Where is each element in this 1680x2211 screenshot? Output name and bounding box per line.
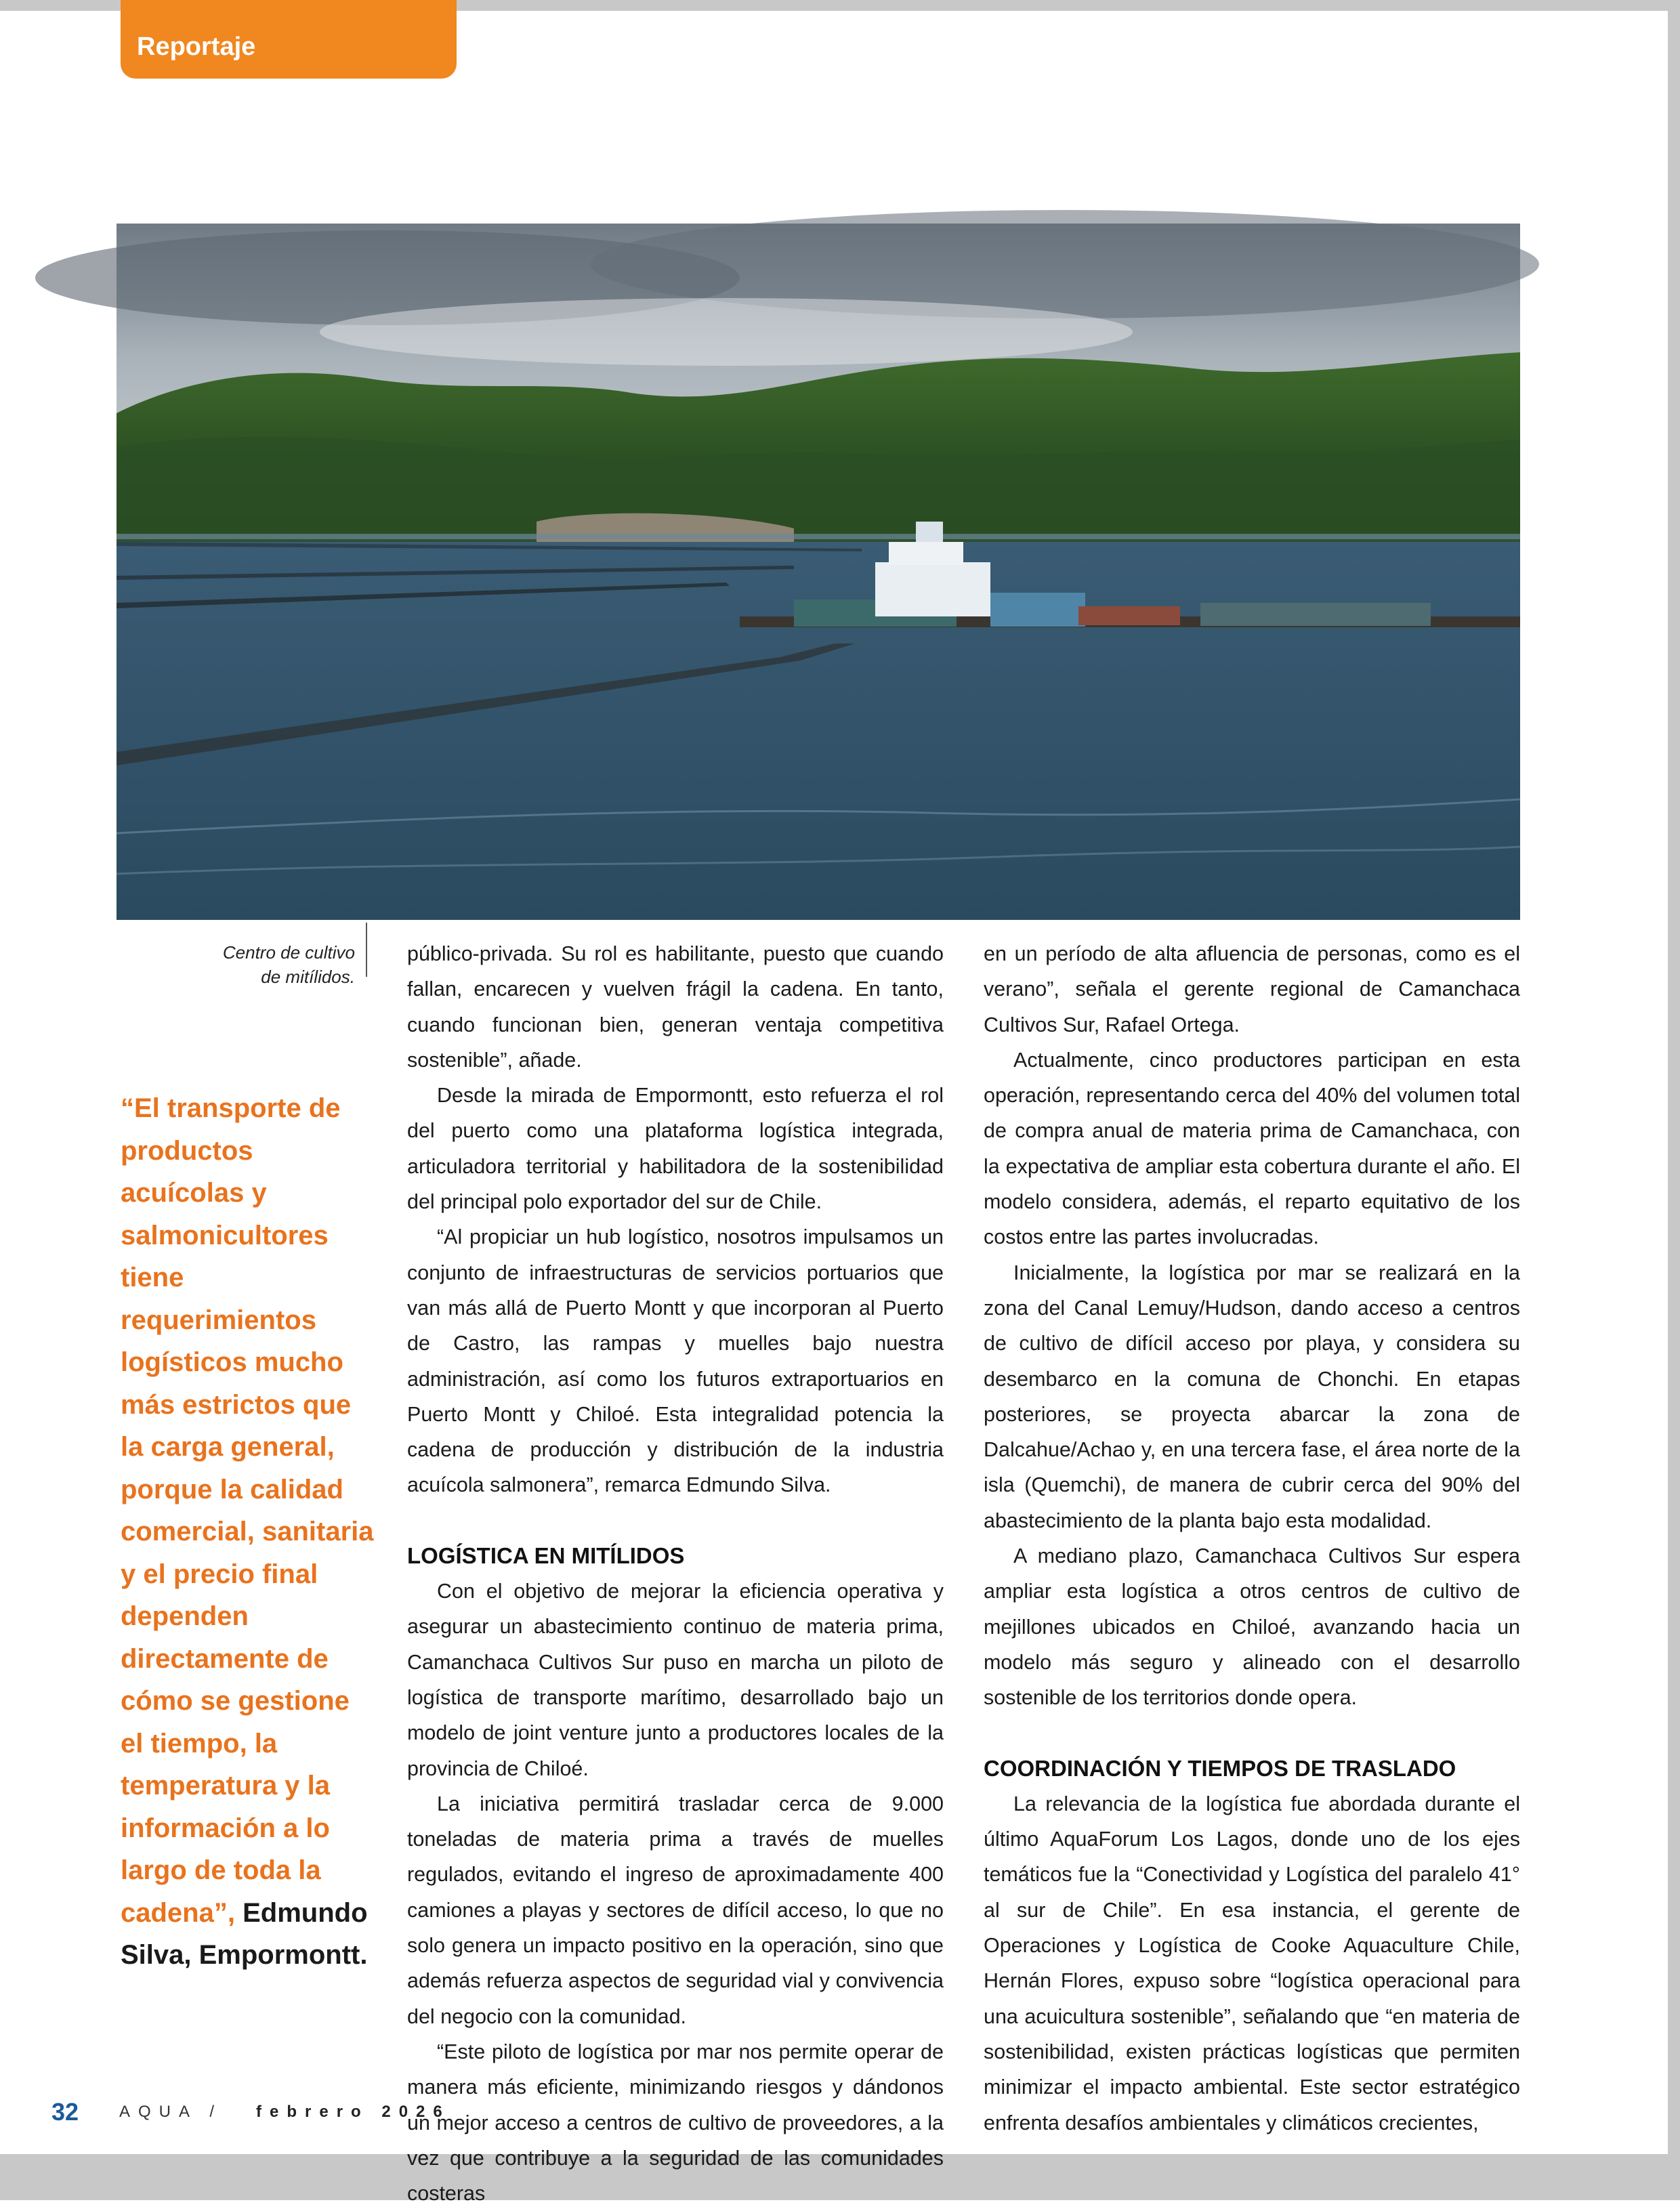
caption-line-2: de mitílidos. (261, 967, 355, 987)
paragraph: A mediano plazo, Camanchaca Cultivos Sur espera ampliar esta logística a otros centros de cultivo de mejillones ubicados en Chiloé, avanzando hacia un modelo más seguro y alineado con el desarrollo sostenible de los territorios donde opera. (984, 1544, 1520, 1710)
subheading-logistica-mitilidos: LOGÍSTICA EN MITÍLIDOS (407, 1542, 685, 1568)
mussel-farm-photo (117, 224, 1520, 920)
subheading-coordinacion: COORDINACIÓN Y TIEMPOS DE TRASLADO (984, 1755, 1456, 1781)
section-label: Reportaje (137, 33, 256, 61)
pull-quote-attribution: Edmundo Silva, Empormontt. (121, 1897, 368, 1970)
page-frame-right (1668, 0, 1680, 2200)
paragraph: La relevancia de la logística fue abordada durante el último AquaForum Los Lagos, donde uno de los ejes temáticos fue la “Conectividad y Logística del paralelo 41° al sur de Chile”. En esa instancia, el gerente de Operaciones y Logística de Cooke Aquaculture Chile, Hernán Flores, expuso sobre “logística operacional para una acuicultura sostenible”, señalando que “en materia de sostenibilidad, existen prácticas logísticas que permiten minimizar el impacto ambiental. Este sector estratégico enfrenta desafíos ambientales y climáticos crecientes, (984, 1792, 1520, 2134)
photo-caption (190, 940, 355, 989)
section-tab (121, 0, 457, 79)
paragraph: “Este piloto de logística por mar nos permite operar de manera más eficiente, minimizando riesgos y dándonos un mejor acceso a centros de cultivo de proveedores, a la vez que contribuye a la seguridad de las comunidades costeras (407, 2040, 944, 2206)
article-column-2 (984, 936, 1520, 2141)
article-column-1 (407, 936, 944, 2211)
spacer (407, 1503, 944, 1538)
photo-credit: Fotografía: Camanchaca Cultivos Sur. (1604, 443, 1622, 718)
spacer (984, 1716, 1520, 1751)
paragraph: Desde la mirada de Empormontt, esto refuerza el rol del puerto como una plataforma logística integrada, articuladora territorial y habilitadora de la sostenibilidad del principal polo exportador del sur de Chile. (407, 1084, 944, 1214)
paragraph: La iniciativa permitirá trasladar cerca de 9.000 toneladas de materia prima a través de muelles regulados, evitando el ingreso de aproximadamente 400 camiones a playas y sectores de difícil acceso, lo que no solo genera un impacto positivo en la operación, sino que además refuerza aspectos de seguridad vial y convivencia del negocio con la comunidad. (407, 1792, 944, 2028)
article-photo (117, 224, 1622, 920)
paragraph: Con el objetivo de mejorar la eficiencia operativa y asegurar un abastecimiento continuo de materia prima, Camanchaca Cultivos Sur puso en marcha un piloto de logística de transporte marítimo, desarrollado bajo un modelo de joint venture junto a productores locales de la provincia de Chiloé. (407, 1580, 944, 1780)
paragraph: Inicialmente, la logística por mar se realizará en la zona del Canal Lemuy/Hudson, dando acceso a centros de cultivo de difícil acceso por playa, y considera su desembarco en la comuna de Chonchi. En etapas posteriores, se proyecta abarcar la zona de Dalcahue/Achao y, en una tercera fase, el área norte de la isla (Quemchi), de manera de cubrir cerca del 90% del abastecimiento de la planta bajo esta modalidad. (984, 1261, 1520, 1532)
paragraph: público-privada. Su rol es habilitante, puesto que cuando fallan, encarecen y vuelven frágil la cadena. En tanto, cuando funcionan bien, generan ventaja competitiva sostenible”, añade. (407, 942, 944, 1072)
page-number: 32 (51, 2098, 79, 2126)
issue-date: febrero 2026 (256, 2103, 450, 2121)
magazine-name: AQUA / (119, 2103, 223, 2121)
paragraph: en un período de alta afluencia de personas, como es el verano”, señala el gerente regional de Camanchaca Cultivos Sur, Rafael Ortega. (984, 942, 1520, 1036)
paragraph: Actualmente, cinco productores participan en esta operación, representando cerca del 40% del volumen total de compra anual de materia prima de Camanchaca, con la expectativa de ampliar esta cobertura durante el año. El modelo considera, además, el reparto equitativo de los costos entre las partes involucradas. (984, 1048, 1520, 1249)
caption-line-1: Centro de cultivo (222, 942, 355, 963)
paragraph: “Al propiciar un hub logístico, nosotros impulsamos un conjunto de infraestructuras de servicios portuarios que van más allá de Puerto Montt y que incorporan al Puerto de Castro, las rampas y muelles bajo nuestra administración, así como los futuros extraportuarios en Puerto Montt y Chiloé. Esta integralidad potencia la cadena de producción y distribución de la industria acuícola salmonera”, remarca Edmundo Silva. (407, 1225, 944, 1497)
caption-rule (366, 923, 367, 977)
pull-quote-text: “El transporte de productos acuícolas y salmonicultores tiene requerimientos logísticos mucho más estrictos que la carga general, porque la calidad comercial, sanitaria y el precio final dependen directamente de cómo se gestione el tiempo, la temperatura y la información a lo largo de toda la cadena”, (121, 1093, 374, 1928)
pull-quote (121, 1087, 378, 1977)
